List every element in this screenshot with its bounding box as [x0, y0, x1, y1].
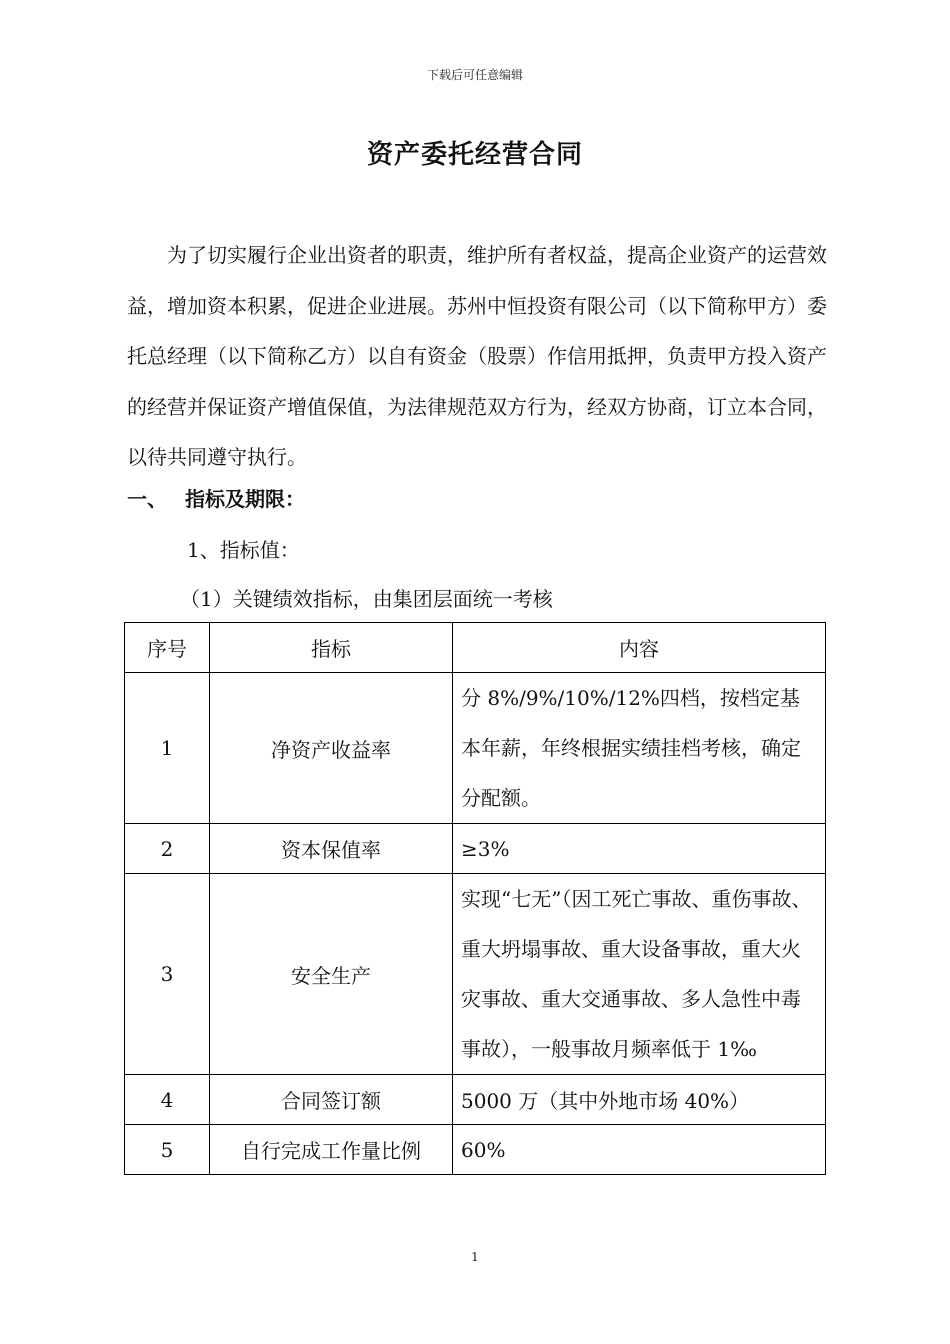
cell-content: 5000 万（其中外地市场 40%）	[453, 1075, 826, 1125]
header-note: 下载后可任意编辑	[426, 68, 523, 82]
cell-seq: 4	[125, 1075, 210, 1125]
header-indicator: 指标	[210, 623, 453, 673]
intro-paragraph: 为了切实履行企业出资者的职责，维护所有者权益，提高企业资产的运营效益，增加资本积累，促进企业进展。苏州中恒投资有限公司（以下简称甲方）委托总经理（以下简称乙方）以自有资金（股票）作信用抵押，负责甲方投入资产的经营并保证资产增值保值，为法律规范双方行为，经双方协商，订立本合同，以待共同遵守执行。	[127, 243, 827, 469]
cell-content: 60%	[453, 1125, 826, 1175]
section-title: 指标及期限：	[185, 487, 305, 511]
table-row	[125, 1125, 826, 1175]
header-content: 内容	[453, 623, 826, 673]
table-row	[125, 824, 826, 874]
subsection-title: 1、指标值：	[187, 538, 300, 562]
kpi-table	[124, 622, 826, 1175]
cell-seq: 5	[125, 1125, 210, 1175]
cell-content: ≥3%	[453, 824, 826, 874]
document-title: 资产委托经营合同	[366, 140, 583, 170]
cell-content: 分 8%/9%/10%/12%四档，按档定基本年薪，年终根据实绩挂档考核，确定分配额。	[453, 673, 826, 824]
cell-indicator: 自行完成工作量比例	[210, 1125, 453, 1175]
table-header-row	[125, 623, 826, 673]
table-row	[125, 673, 826, 824]
cell-indicator: 安全生产	[210, 874, 453, 1075]
cell-indicator: 资本保值率	[210, 824, 453, 874]
table-row	[125, 1075, 826, 1125]
page-number: 1	[471, 1250, 479, 1264]
section-heading	[127, 484, 827, 514]
header-seq: 序号	[125, 623, 210, 673]
cell-indicator: 净资产收益率	[210, 673, 453, 824]
cell-seq: 2	[125, 824, 210, 874]
table-row	[125, 874, 826, 1075]
cell-seq: 3	[125, 874, 210, 1075]
section-number: 一、	[127, 487, 167, 511]
cell-seq: 1	[125, 673, 210, 824]
cell-content: 实现“七无”（因工死亡事故、重伤事故、重大坍塌事故、重大设备事故，重大火灾事故、重大交通事故、多人急性中毒事故），一般事故月频率低于 1‰	[453, 874, 826, 1075]
cell-indicator: 合同签订额	[210, 1075, 453, 1125]
subsection-caption: （1）关键绩效指标，由集团层面统一考核	[180, 587, 553, 611]
